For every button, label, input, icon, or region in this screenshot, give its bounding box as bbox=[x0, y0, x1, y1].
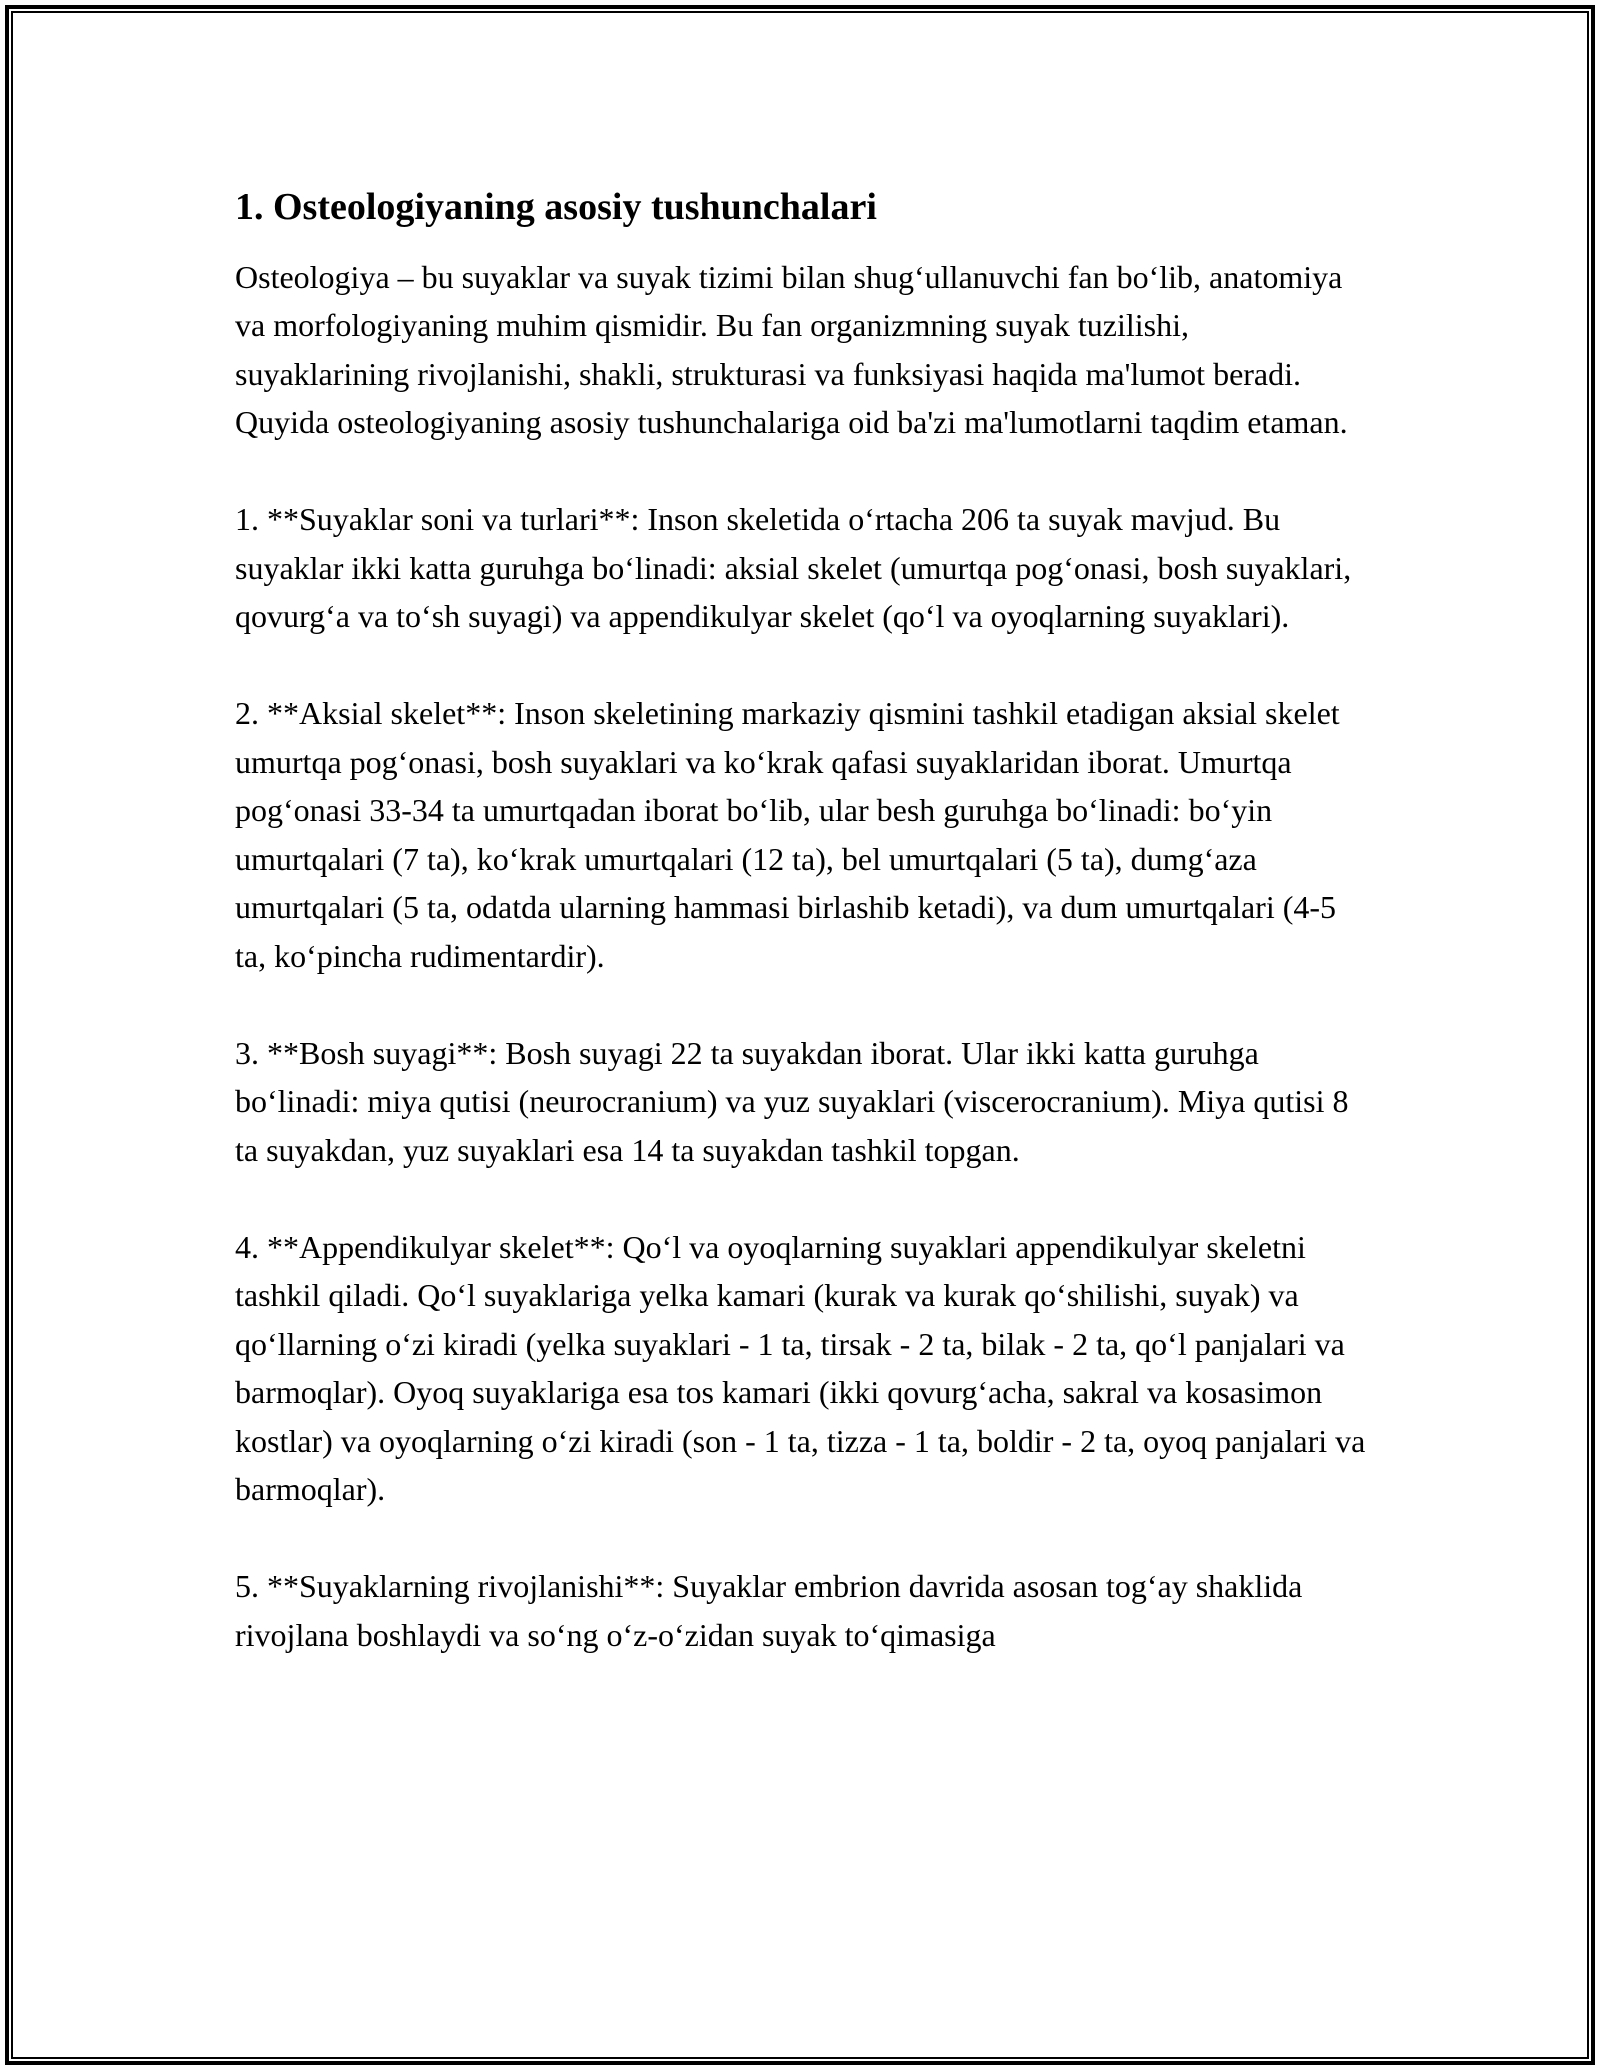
paragraph-skull: 3. **Bosh suyagi**: Bosh suyagi 22 ta suyakdan iborat. Ular ikki katta guruhga bo‘linadi: miya qutisi (neurocranium) va yuz suyaklari (viscerocranium). Miya qutisi 8 ta suyakdan, yuz suyaklari esa 14 ta suyakdan tashkil topgan. bbox=[235, 1034, 1349, 1168]
paragraph-bone-development: 5. **Suyaklarning rivojlanishi**: Suyaklar embrion davrida asosan tog‘ay shaklida rivojlana boshlaydi va so‘ng o‘z-o‘zidan suyak to‘qimasiga bbox=[235, 1568, 1303, 1653]
paragraph-bone-count: 1. **Suyaklar soni va turlari**: Inson skeletida o‘rtacha 206 ta suyak mavjud. Bu suyaklar ikki katta guruhga bo‘linadi: aksial skelet (umurtqa pog‘onasi, bosh suyaklari, qovurg‘a va to‘sh suyagi) va appendikulyar skelet (qo‘l va oyoqlarning suyaklari). bbox=[235, 501, 1352, 635]
document-body bbox=[235, 185, 1370, 1708]
paragraph-axial-skeleton: 2. **Aksial skelet**: Inson skeletining markaziy qismini tashkil etadigan aksial skelet umurtqa pog‘onasi, bosh suyaklari va ko‘krak qafasi suyaklaridan iborat. Umurtqa pog‘onasi 33-34 ta umurtqadan iborat bo‘lib, ular besh guruhga bo‘linadi: bo‘yin umurtqalari (7 ta), ko‘krak umurtqalari (12 ta), bel umurtqalari (5 ta), dumg‘aza umurtqalari (5 ta, odatda ularning hammasi birlashib ketadi), va dum umurtqalari (4-5 ta, ko‘pincha rudimentardir). bbox=[235, 695, 1340, 974]
paragraph-intro: Osteologiya – bu suyaklar va suyak tizimi bilan shug‘ullanuvchi fan bo‘lib, anatomiya va morfologiyaning muhim qismidir. Bu fan organizmning suyak tuzilishi, suyaklarining rivojlanishi, shakli, strukturasi va funksiyasi haqida ma'lumot beradi. Quyida osteologiyaning asosiy tushunchalariga oid ba'zi ma'lumotlarni taqdim etaman. bbox=[235, 258, 1348, 441]
paragraph-appendicular-skeleton: 4. **Appendikulyar skelet**: Qo‘l va oyoqlarning suyaklari appendikulyar skeletni tashkil qiladi. Qo‘l suyaklariga yelka kamari (kurak va kurak qo‘shilishi, suyak) va qo‘llarning o‘zi kiradi (yelka suyaklari - 1 ta, tirsak - 2 ta, bilak - 2 ta, qo‘l panjalari va barmoqlar). Oyoq suyaklariga esa tos kamari (ikki qovurg‘acha, sakral va kosasimon kostlar) va oyoqlarning o‘zi kiradi (son - 1 ta, tizza - 1 ta, boldir - 2 ta, oyoq panjalari va barmoqlar). bbox=[235, 1228, 1366, 1508]
section-title: 1. Osteologiyaning asosiy tushunchalari bbox=[235, 186, 877, 228]
